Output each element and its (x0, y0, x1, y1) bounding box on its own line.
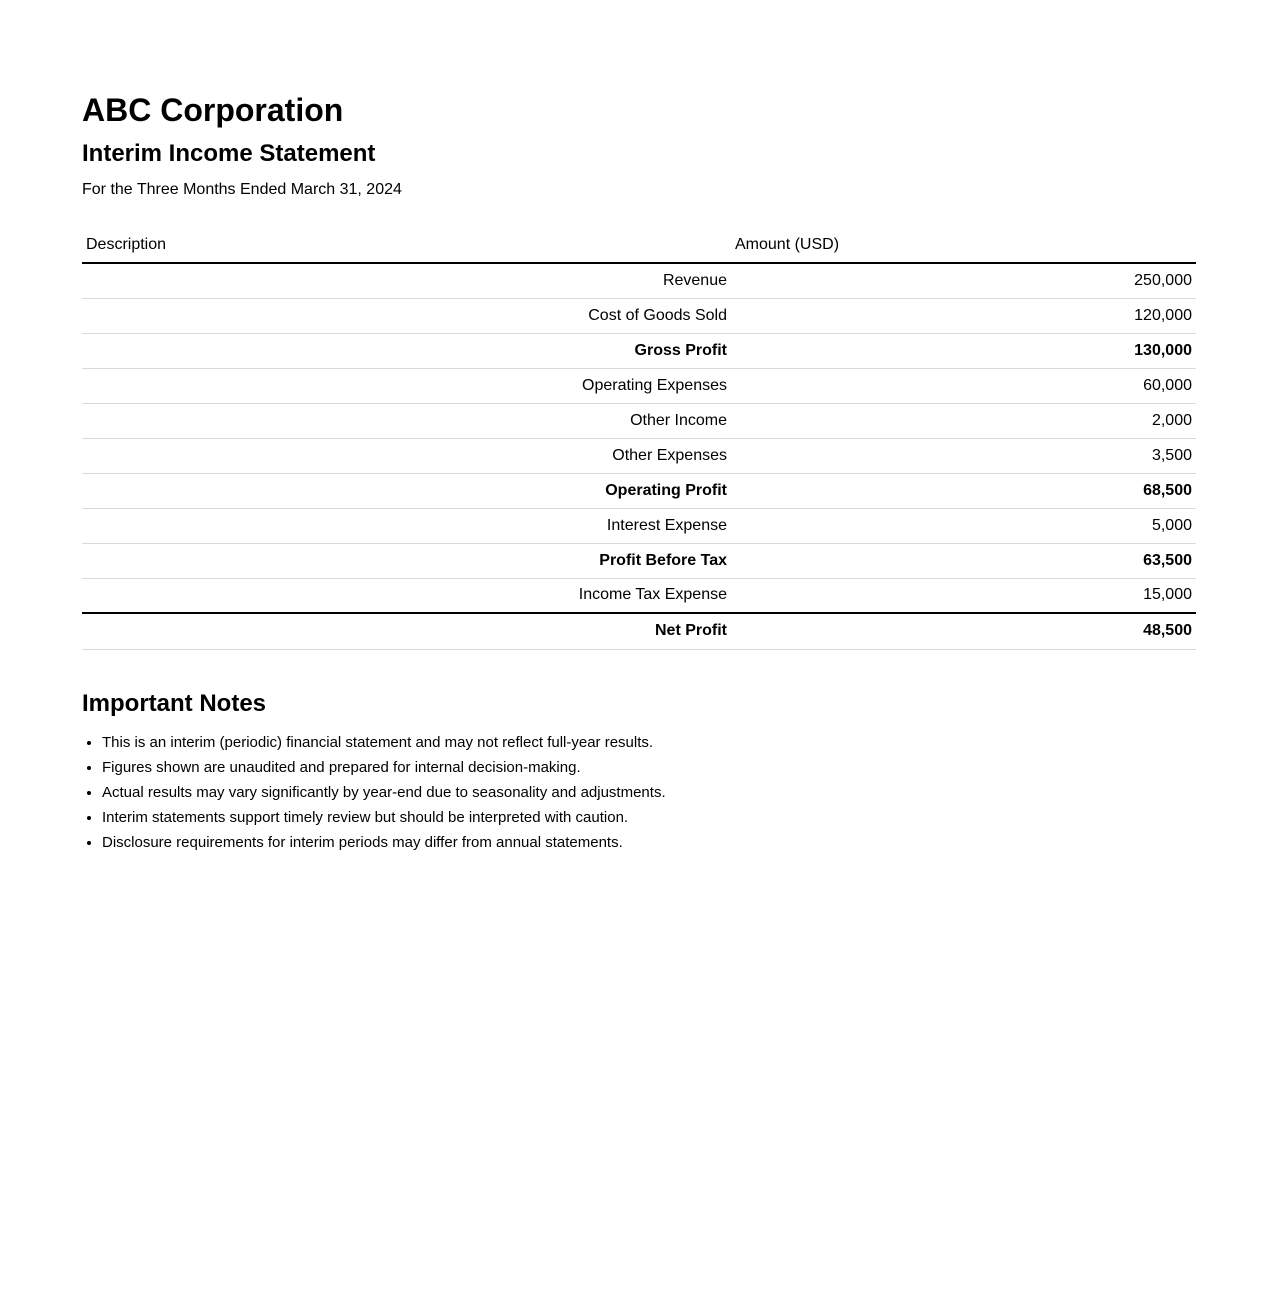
table-row-total (82, 613, 1196, 649)
row-label: Interest Expense (82, 508, 731, 543)
row-label: Other Income (82, 403, 731, 438)
row-label: Other Expenses (82, 438, 731, 473)
table-row (82, 263, 1196, 298)
row-label: Operating Profit (82, 473, 731, 508)
row-label: Gross Profit (82, 333, 731, 368)
row-amount: 120,000 (731, 298, 1196, 333)
column-header-description: Description (82, 236, 731, 263)
row-label: Revenue (82, 263, 731, 298)
row-label: Cost of Goods Sold (82, 298, 731, 333)
row-amount: 130,000 (731, 333, 1196, 368)
statement-period: For the Three Months Ended March 31, 2024 (82, 181, 402, 198)
table-row (82, 368, 1196, 403)
row-amount: 68,500 (731, 473, 1196, 508)
row-amount: 3,500 (731, 438, 1196, 473)
table-row (82, 403, 1196, 438)
income-statement-table (82, 236, 1196, 650)
table-row (82, 578, 1196, 613)
row-label: Net Profit (82, 613, 731, 649)
row-amount: 60,000 (731, 368, 1196, 403)
row-amount: 2,000 (731, 403, 1196, 438)
list-item: • This is an interim (periodic) financial statement and may not reflect full-year results. (102, 730, 1196, 755)
row-amount: 15,000 (731, 578, 1196, 613)
company-name: ABC Corporation (82, 92, 344, 128)
table-row (82, 298, 1196, 333)
notes-title: Important Notes (82, 689, 267, 717)
row-amount: 250,000 (731, 263, 1196, 298)
column-header-amount: Amount (USD) (731, 236, 1196, 263)
row-label: Income Tax Expense (82, 578, 731, 613)
row-amount: 5,000 (731, 508, 1196, 543)
table-row (82, 508, 1196, 543)
table-row (82, 473, 1196, 508)
table-row (82, 543, 1196, 578)
row-label: Profit Before Tax (82, 543, 731, 578)
list-item: • Figures shown are unaudited and prepared for internal decision-making. (102, 755, 1196, 780)
row-amount: 48,500 (731, 613, 1196, 649)
row-amount: 63,500 (731, 543, 1196, 578)
table-row (82, 438, 1196, 473)
table-header-row (82, 236, 1196, 263)
notes-list (82, 730, 1196, 855)
statement-title: Interim Income Statement (82, 140, 376, 167)
list-item: • Disclosure requirements for interim periods may differ from annual statements. (102, 830, 1196, 855)
row-label: Operating Expenses (82, 368, 731, 403)
table-row (82, 333, 1196, 368)
list-item: • Interim statements support timely review but should be interpreted with caution. (102, 805, 1196, 830)
list-item: • Actual results may vary significantly by year-end due to seasonality and adjustments. (102, 780, 1196, 805)
